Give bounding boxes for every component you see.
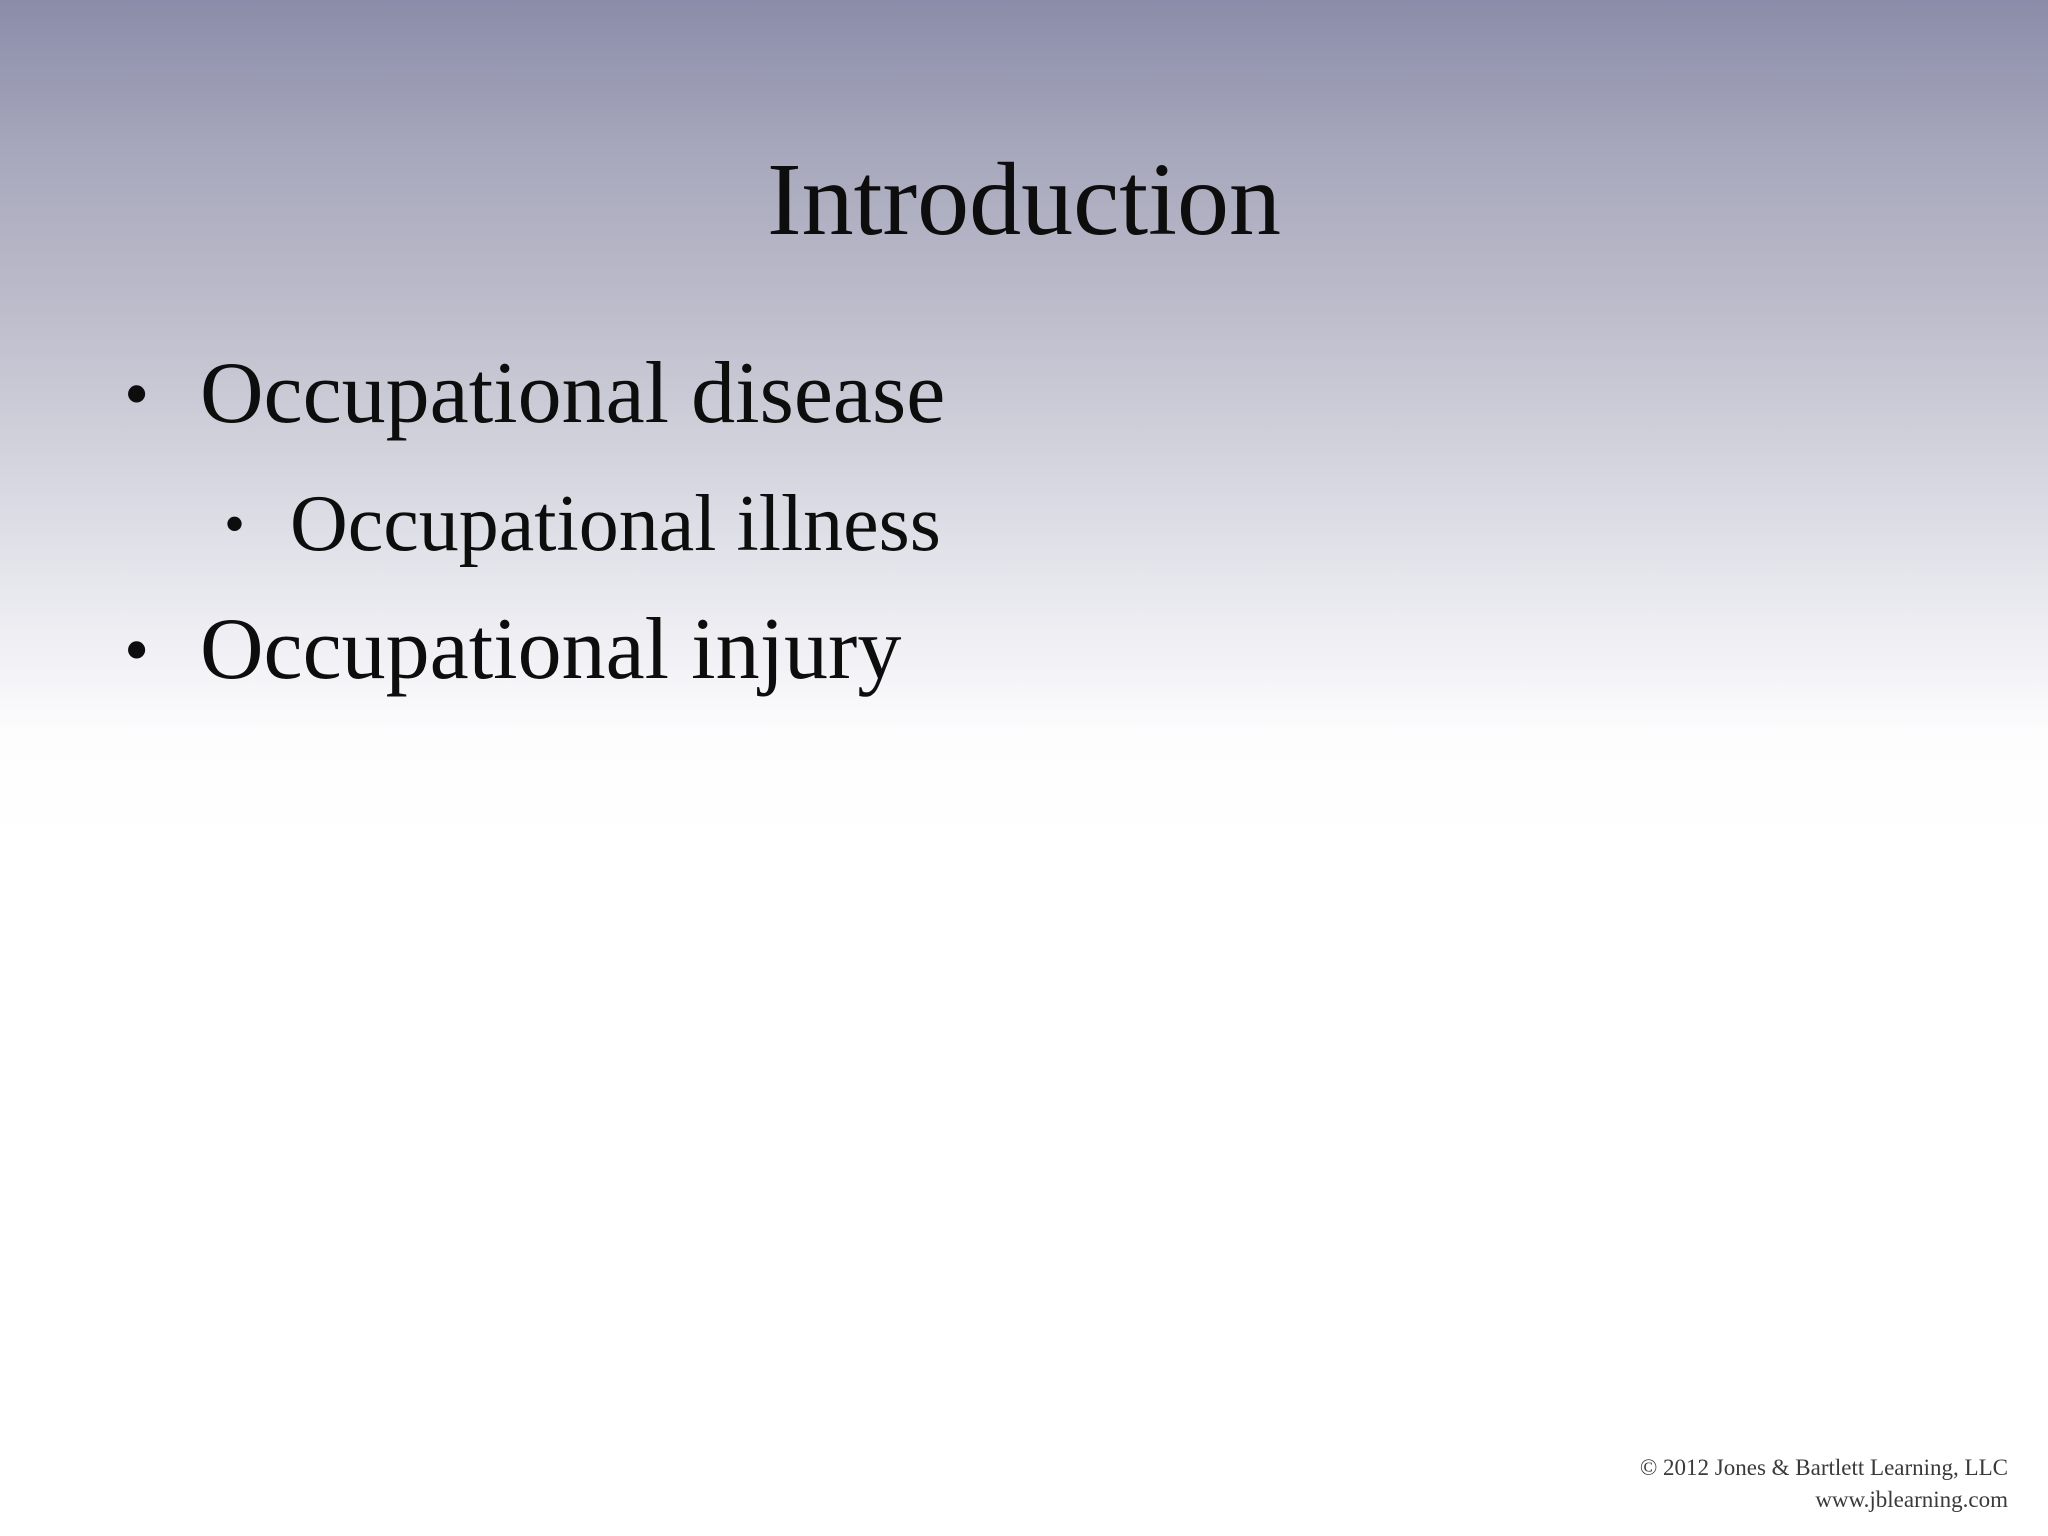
bullet-marker: •	[224, 491, 246, 557]
bullet-text: Occupational illness	[290, 480, 941, 568]
slide-title: Introduction	[766, 142, 1282, 257]
bullet-marker: •	[124, 354, 150, 434]
copyright-footer	[1640, 1452, 2008, 1516]
bullet-text: Occupational injury	[200, 601, 902, 698]
bullet-text: Occupational disease	[200, 345, 946, 442]
footer-url: www.jblearning.com	[1815, 1487, 2008, 1512]
bullet-marker: •	[124, 610, 150, 690]
copyright-text: © 2012 Jones & Bartlett Learning, LLC	[1639, 1455, 2008, 1480]
